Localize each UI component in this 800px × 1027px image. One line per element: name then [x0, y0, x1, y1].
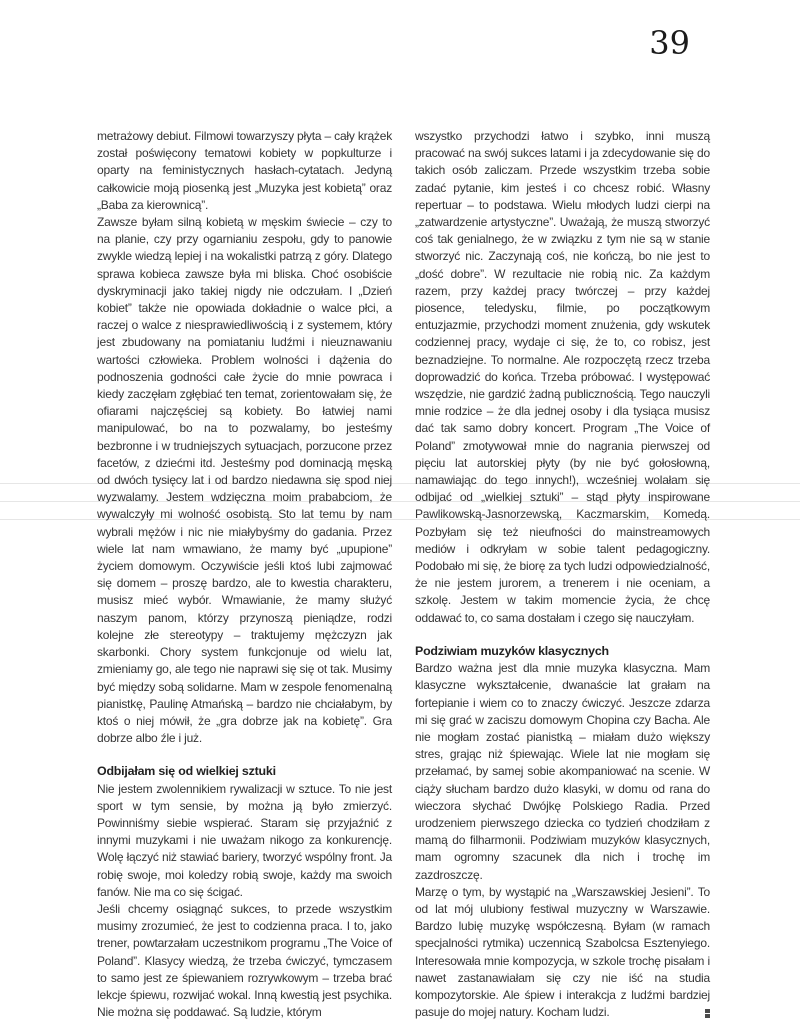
article-columns: [97, 128, 711, 1021]
page-number: 39: [649, 24, 690, 62]
paragraph: Zawsze byłam silną kobietą w męskim świecie – czy to na planie, czy przy ogarnianiu zespołu, gdy to panowie zwykle wiedzą lepiej i na wokalistki patrzą z góry. Dlatego sprawa kobieca zawsze była mi bliska. Choć osobiście dyskryminacji jako takiej nigdy nie odczułam. I „Dzień kobiet” także nie opowiada dokładnie o walce płci, a raczej o walce z niesprawiedliwością i z systemem, który jest zbudowany na pomiataniu ludźmi i nieuznawaniu wartości człowieka. Problem wolności i dążenia do podnoszenia godności całe życie do mnie powraca i kiedy zaczęłam zgłębiać ten temat, zorientowałam się, że ofiarami najczęściej są kobiety. Bo łatwiej nami manipulować, bo na to pozwalamy, bo jesteśmy bezbronne i w trudniejszych sytuacjach, porzucone przez facetów, z dziećmi itd. Jesteśmy pod dominacją męską od dwóch tysięcy lat i od bardzo niedawna się spod niej wyzwalamy. Jestem wdzięczna moim prababciom, że wywalczyły mi wolność osobistą. Sto lat temu by nam wybrali mężów i nic nie miałybyśmy do gadania. Przez wiele lat nam wmawiano, że mamy być „upupione” życiem domowym. Oczywiście jeśli ktoś lubi zajmować się domem – proszę bardzo, ale to kwestia charakteru, musisz mieć wybór. Wmawianie, że mamy służyć naszym panom, którzy przynoszą pieniądze, rodzi kolejne złe stereotypy – traktujemy mężczyzn jak skarbonki. Chory system funkcjonuje od wielu lat, zmieniamy go, ale tego nie naprawi się się ot tak. Musimy być między sobą solidarne. Mam w zespole fenomenalną pianistkę, Paulinę Atmańską – bardzo nie chciałabym, by ktoś o niej mówił, że „gra dobrze jak na kobietę”. Gra dobrze albo źle i już.: [97, 215, 392, 746]
right-column: [415, 128, 710, 1021]
left-column: [97, 128, 392, 1021]
paragraph: Jeśli chcemy osiągnąć sukces, to przede wszystkim musimy zrozumieć, że jest to codzienna praca. I to, jako trener, powtarzałam uczestnikom programu „The Voice of Poland”. Klasycy wiedzą, że trzeba ćwiczyć, tymczasem to samo jest ze śpiewaniem rozrywkowym – trzeba brać lekcje śpiewu, rozwijać wokal. Inną kwestią jest psychika. Nie można się poddawać. Są ludzie, którym: [97, 901, 392, 1020]
paragraph: wszystko przychodzi łatwo i szybko, inni muszą pracować na swój sukces latami i ja zdecydowanie się do takich osób zaliczam. Przede wszystkim trzeba sobie zadać pytanie, kim jesteś i co chcesz robić. Własny repertuar – to podstawa. Wielu młodych ludzi cierpi na „zatwardzenie artystyczne”. Uważają, że muszą stworzyć coś tak genialnego, że w związku z tym nie są w stanie stworzyć nic. Zaczynają coś, nie kończą, bo nie jest to „dość dobre”. W rezultacie nie robią nic. Za każdym razem, przy każdej pracy twórczej – przy każdej piosence, teledysku, filmie, po początkowym entuzjazmie, przychodzi moment znużenia, gdy wskutek codziennej pracy, wydaje ci się, że to, co robisz, jest beznadziejne. To normalne. Ale rozpoczętą rzecz trzeba doprowadzić do końca. Trzeba próbować. I występować wszędzie, nie gardzić żadną publicznością. Tego nauczyli mnie rodzice – że dla jednej osoby i dla tysiąca musisz dać tak samo dobry koncert. Program „The Voice of Poland” zmotywował mnie do nagrania pierwszej od pięciu lat autorskiej płyty (by nie być gołosłowną, namawiając do tego innych!), wcześniej wolałam się odbijać od „wielkiej sztuki” – stąd płyty inspirowane Pawlikowską-Jasnorzewską, Kaczmarskim, Komedą. Pozbyłam się też nieufności do mainstreamowych mediów i odkryłam w sobie talent pedagogiczny. Podobało mi się, że biorę za tych ludzi odpowiedzialność, że nie jestem jurorem, a trenerem i nie oceniam, a szkolę. Jestem w takim momencie życia, że chcę oddawać to, co sama dostałam i czego się nauczyłam.: [415, 129, 710, 625]
paragraph: metrażowy debiut. Filmowi towarzyszy płyta – cały krążek został poświęcony tematowi kobiety w popkulturze i oparty na feministycznych hasłach-cytatach. Jedyną całkowicie moją piosenką jest „Muzyka jest kobietą” oraz „Baba za kierownicą”.: [97, 129, 392, 212]
end-of-article-icon: [705, 1009, 710, 1018]
paragraph: Marzę o tym, by wystąpić na „Warszawskiej Jesieni”. To od lat mój ulubiony festiwal muzyczny w Warszawie. Bardzo lubię muzykę współczesną. Byłam (w ramach specjalności rytmika) uczennicą Szabolcsa Esztenyiego. Interesowała mnie kompozycja, w szkole trochę pisałam i nawet zastanawiałam się czy nie iść na studia kompozytorskie. Ale śpiew i interakcja z ludźmi bardziej pasuje do mojej natury. Kocham ludzi.: [415, 884, 710, 1020]
section-heading: Odbijałam się od wielkiej sztuki: [97, 764, 276, 779]
paragraph: Nie jestem zwolennikiem rywalizacji w sztuce. To nie jest sport w tym sensie, by można ją było zmierzyć. Powinniśmy siebie wspierać. Staram się przyjaźnić z innymi muzykami i nie uważam nikogo za konkurencję. Wolę łączyć niż stawiać bariery, tworzyć wspólny front. Ja robię swoje, moi koledzy robią swoje, każdy ma swoich fanów. Nie ma co się ścigać.: [97, 781, 392, 899]
section-heading: Podziwiam muzyków klasycznych: [415, 643, 609, 658]
paragraph: Bardzo ważna jest dla mnie muzyka klasyczna. Mam klasyczne wykształcenie, dwanaście lat grałam na fortepianie i wiem co to znaczy ćwiczyć. Jeszcze zdarza mi się grać w zaciszu domowym Chopina czy Bacha. Ale nie mogłam zostać pianistką – miałam dużo większy stres, grając niż śpiewając. Wiele lat nie mogłam się przełamać, by samej sobie akompaniować na scenie. W ciąży słucham bardzo dużo klasyki, w domu od rana do wieczora słychać Dwójkę Polskiego Radia. Przed urodzeniem pierwszego dziecka co tydzień chodziłam z mamą do filharmonii. Podziwiam muzyków klasycznych, mam ogromny szacunek dla nich i trochę im zazdroszczę.: [415, 661, 710, 882]
